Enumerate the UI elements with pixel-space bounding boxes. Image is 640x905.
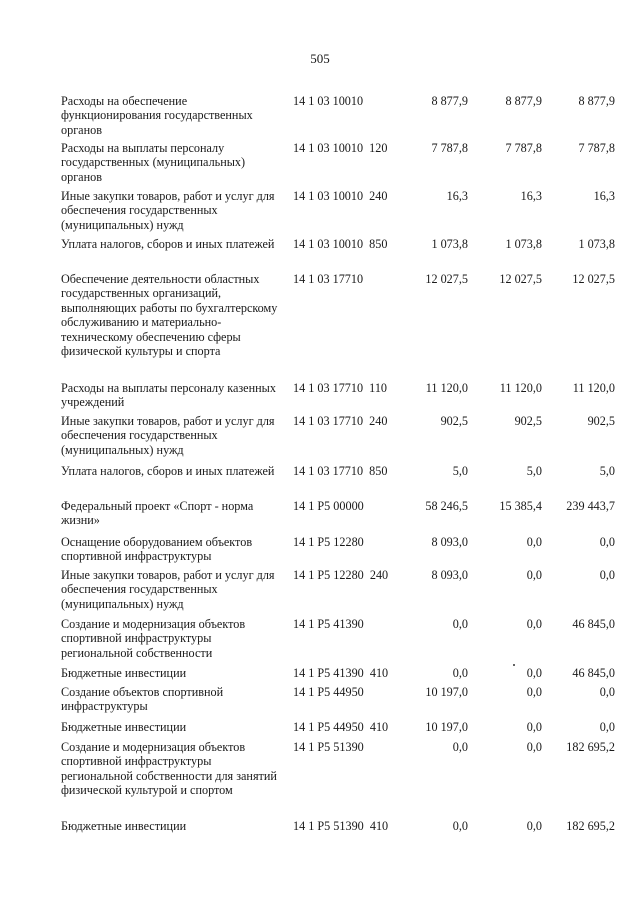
item-name: Бюджетные инвестиции bbox=[61, 666, 187, 680]
item-name: Расходы на выплаты персоналу государственных (муниципальных) органов bbox=[61, 141, 246, 184]
budget-code: 14 1 P5 00000 bbox=[293, 499, 364, 513]
amount-col-3: 0,0 bbox=[599, 535, 615, 549]
amount-col-1: 8 877,9 bbox=[431, 94, 468, 108]
amount-col-3: 0,0 bbox=[599, 568, 615, 582]
amount-col-1: 16,3 bbox=[446, 189, 468, 203]
amount-col-3: 12 027,5 bbox=[572, 272, 615, 286]
budget-code: 14 1 P5 44950 410 bbox=[293, 720, 389, 734]
budget-code: 14 1 03 17710 110 bbox=[293, 381, 388, 395]
item-name: Бюджетные инвестиции bbox=[61, 720, 187, 734]
amount-col-3: 902,5 bbox=[587, 414, 615, 428]
budget-code: 14 1 03 17710 bbox=[293, 272, 364, 286]
budget-code: 14 1 P5 51390 410 bbox=[293, 819, 389, 833]
amount-col-1: 902,5 bbox=[440, 414, 468, 428]
budget-code: 14 1 P5 51390 bbox=[293, 740, 364, 754]
amount-col-2: 0,0 bbox=[526, 720, 542, 734]
amount-col-2: 0,0 bbox=[526, 685, 542, 699]
item-name: Создание и модернизация объектов спортивной инфраструктуры региональной собственности для занятий физической культурой и спортом bbox=[61, 740, 277, 798]
amount-col-1: 7 787,8 bbox=[431, 141, 468, 155]
item-name: Бюджетные инвестиции bbox=[61, 819, 187, 833]
amount-col-2: 15 385,4 bbox=[499, 499, 542, 513]
item-name: Расходы на выплаты персоналу казенных учреждений bbox=[61, 381, 276, 410]
amount-col-1: 1 073,8 bbox=[431, 237, 468, 251]
item-name: Иные закупки товаров, работ и услуг для обеспечения государственных (муниципальных) нужд bbox=[61, 568, 275, 611]
item-name: Создание и модернизация объектов спортивной инфраструктуры региональной собственности bbox=[61, 617, 246, 660]
amount-col-2: 0,0 bbox=[526, 819, 542, 833]
amount-col-2: 16,3 bbox=[520, 189, 542, 203]
budget-code: 14 1 03 17710 240 bbox=[293, 414, 388, 428]
amount-col-1: 0,0 bbox=[452, 740, 468, 754]
amount-col-1: 12 027,5 bbox=[425, 272, 468, 286]
budget-code: 14 1 P5 41390 bbox=[293, 617, 364, 631]
amount-col-1: 8 093,0 bbox=[431, 535, 468, 549]
budget-code: 14 1 P5 12280 bbox=[293, 535, 364, 549]
item-name: Иные закупки товаров, работ и услуг для обеспечения государственных (муниципальных) нужд bbox=[61, 189, 275, 232]
amount-col-2: 1 073,8 bbox=[505, 237, 542, 251]
budget-code: 14 1 03 17710 850 bbox=[293, 464, 388, 478]
amount-col-3: 0,0 bbox=[599, 685, 615, 699]
amount-col-3: 16,3 bbox=[593, 189, 615, 203]
amount-col-3: 0,0 bbox=[599, 720, 615, 734]
amount-col-3: 8 877,9 bbox=[578, 94, 615, 108]
amount-col-3: 182 695,2 bbox=[566, 740, 615, 754]
budget-code: 14 1 P5 44950 bbox=[293, 685, 364, 699]
amount-col-3: 46 845,0 bbox=[572, 617, 615, 631]
budget-code: 14 1 03 10010 240 bbox=[293, 189, 388, 203]
amount-col-2: 7 787,8 bbox=[505, 141, 542, 155]
amount-col-1: 10 197,0 bbox=[425, 685, 468, 699]
amount-col-1: 0,0 bbox=[452, 617, 468, 631]
page-number: 505 bbox=[310, 51, 330, 66]
amount-col-1: 0,0 bbox=[452, 819, 468, 833]
amount-col-1: 8 093,0 bbox=[431, 568, 468, 582]
item-name: Расходы на обеспечение функционирования государственных органов bbox=[61, 94, 253, 137]
amount-col-3: 46 845,0 bbox=[572, 666, 615, 680]
amount-col-2: 0,0 bbox=[526, 617, 542, 631]
budget-code: 14 1 03 10010 120 bbox=[293, 141, 388, 155]
item-name: Оснащение оборудованием объектов спортивной инфраструктуры bbox=[61, 535, 253, 564]
amount-col-2: 5,0 bbox=[526, 464, 542, 478]
item-name: Обеспечение деятельности областных государственных организаций, выполняющих работы по бухгалтерскому обслуживанию и материально-техническому обеспечению сферы физической культуры и спорта bbox=[61, 272, 278, 359]
amount-col-3: 5,0 bbox=[599, 464, 615, 478]
item-name: Создание объектов спортивной инфраструктуры bbox=[61, 685, 224, 714]
amount-col-1: 10 197,0 bbox=[425, 720, 468, 734]
amount-col-2: 902,5 bbox=[514, 414, 542, 428]
amount-col-1: 0,0 bbox=[452, 666, 468, 680]
item-name: Иные закупки товаров, работ и услуг для обеспечения государственных (муниципальных) нужд bbox=[61, 414, 275, 457]
amount-col-1: 5,0 bbox=[452, 464, 468, 478]
amount-col-2: 8 877,9 bbox=[505, 94, 542, 108]
amount-col-3: 1 073,8 bbox=[578, 237, 615, 251]
budget-code: 14 1 03 10010 bbox=[293, 94, 364, 108]
budget-code: 14 1 03 10010 850 bbox=[293, 237, 388, 251]
budget-code: 14 1 P5 41390 410 bbox=[293, 666, 389, 680]
item-name: Уплата налогов, сборов и иных платежей bbox=[61, 464, 275, 478]
amount-col-1: 58 246,5 bbox=[425, 499, 468, 513]
amount-col-2: 0,0 bbox=[526, 666, 542, 680]
amount-col-2: 12 027,5 bbox=[499, 272, 542, 286]
amount-col-3: 239 443,7 bbox=[566, 499, 615, 513]
amount-col-3: 11 120,0 bbox=[572, 381, 615, 395]
amount-col-3: 182 695,2 bbox=[566, 819, 615, 833]
item-name: Уплата налогов, сборов и иных платежей bbox=[61, 237, 275, 251]
amount-col-2: 0,0 bbox=[526, 740, 542, 754]
scan-speck bbox=[513, 664, 515, 666]
amount-col-1: 11 120,0 bbox=[425, 381, 468, 395]
budget-code: 14 1 P5 12280 240 bbox=[293, 568, 389, 582]
amount-col-2: 11 120,0 bbox=[499, 381, 542, 395]
amount-col-2: 0,0 bbox=[526, 568, 542, 582]
amount-col-2: 0,0 bbox=[526, 535, 542, 549]
amount-col-3: 7 787,8 bbox=[578, 141, 615, 155]
item-name: Федеральный проект «Спорт - норма жизни» bbox=[61, 499, 254, 528]
